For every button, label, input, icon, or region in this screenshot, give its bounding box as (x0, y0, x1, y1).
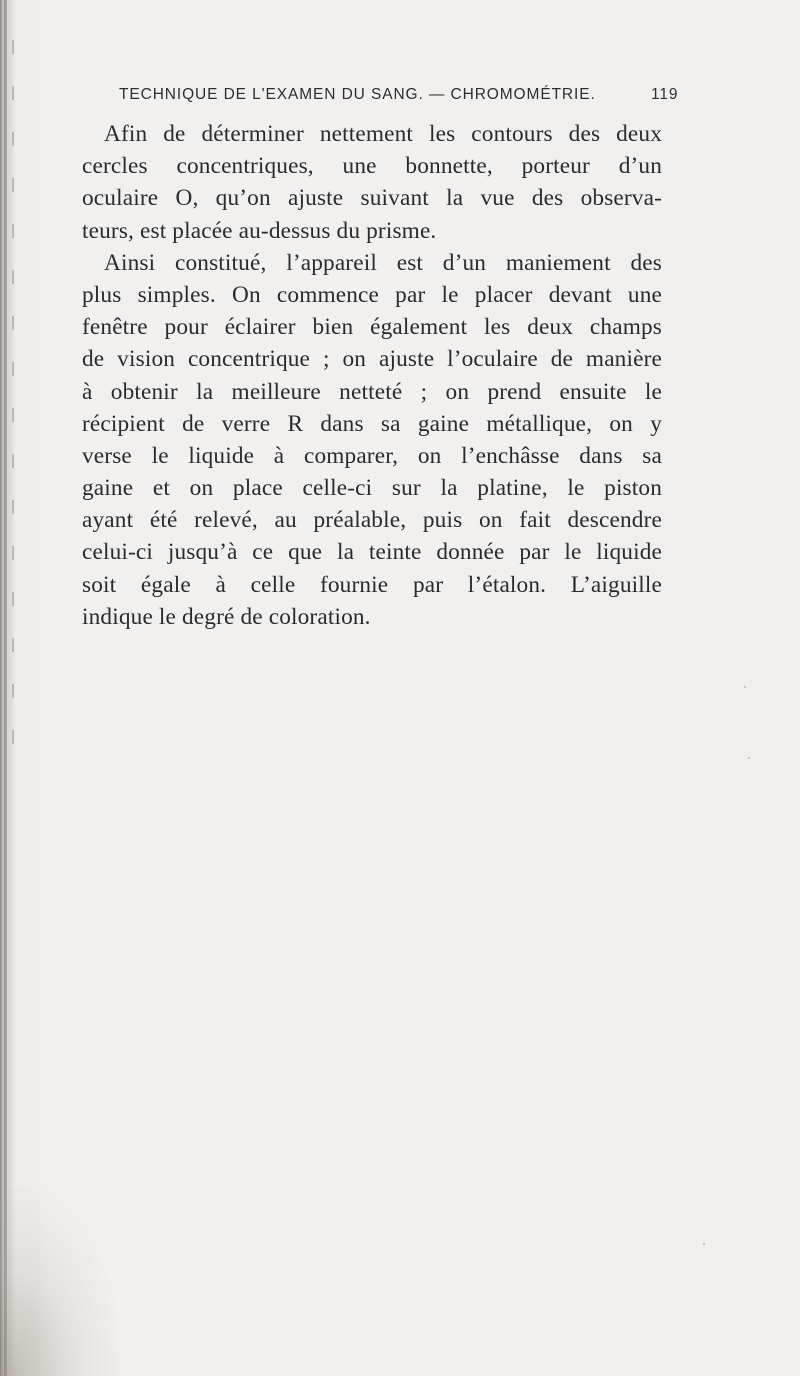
text-line: ayant été relevé, au préalable, puis on fait descendre (82, 507, 662, 534)
text-line: fenêtre pour éclairer bien également les deux champs (82, 314, 662, 341)
text-line: celui-ci jusqu’à ce que la teinte donnée par le liquide (82, 539, 662, 566)
text-line: oculaire O, qu’on ajuste suivant la vue des observa- (82, 185, 662, 212)
paragraph-2 (82, 247, 662, 633)
text-line: indique le degré de coloration. (82, 603, 371, 630)
text-line: plus simples. On commence par le placer devant une (82, 281, 662, 308)
running-head (119, 86, 679, 110)
page-binding-edge (0, 0, 40, 1376)
text-line: soit égale à celle fournie par l’étalon. L’aiguille (82, 571, 662, 598)
text-line: cercles concentriques, une bonnette, porteur d’un (82, 153, 662, 180)
text-line: de vision concentrique ; on ajuste l’oculaire de manière (82, 346, 662, 373)
text-line: teurs, est placée au-dessus du prisme. (82, 217, 437, 244)
text-line: à obtenir la meilleure netteté ; on prend ensuite le (82, 378, 662, 405)
text-line: récipient de verre R dans sa gaine métallique, on y (82, 410, 662, 437)
paragraph-1 (82, 118, 662, 247)
paper-speck (748, 757, 750, 759)
text-line: gaine et on place celle-ci sur la platine, le piston (82, 475, 662, 502)
paper-speck (703, 1243, 705, 1245)
page-number: 119 (651, 86, 679, 103)
text-line: Afin de déterminer nettement les contours des deux (104, 121, 662, 147)
running-head-title: TECHNIQUE DE L'EXAMEN DU SANG. — CHROMOMÉTRIE. (119, 86, 596, 103)
paper-stain (0, 1186, 120, 1376)
body-text (82, 118, 662, 633)
paper-speck (744, 686, 746, 688)
text-line: verse le liquide à comparer, on l’enchâsse dans sa (82, 442, 662, 469)
text-line: Ainsi constitué, l’appareil est d’un maniement des (104, 249, 662, 276)
